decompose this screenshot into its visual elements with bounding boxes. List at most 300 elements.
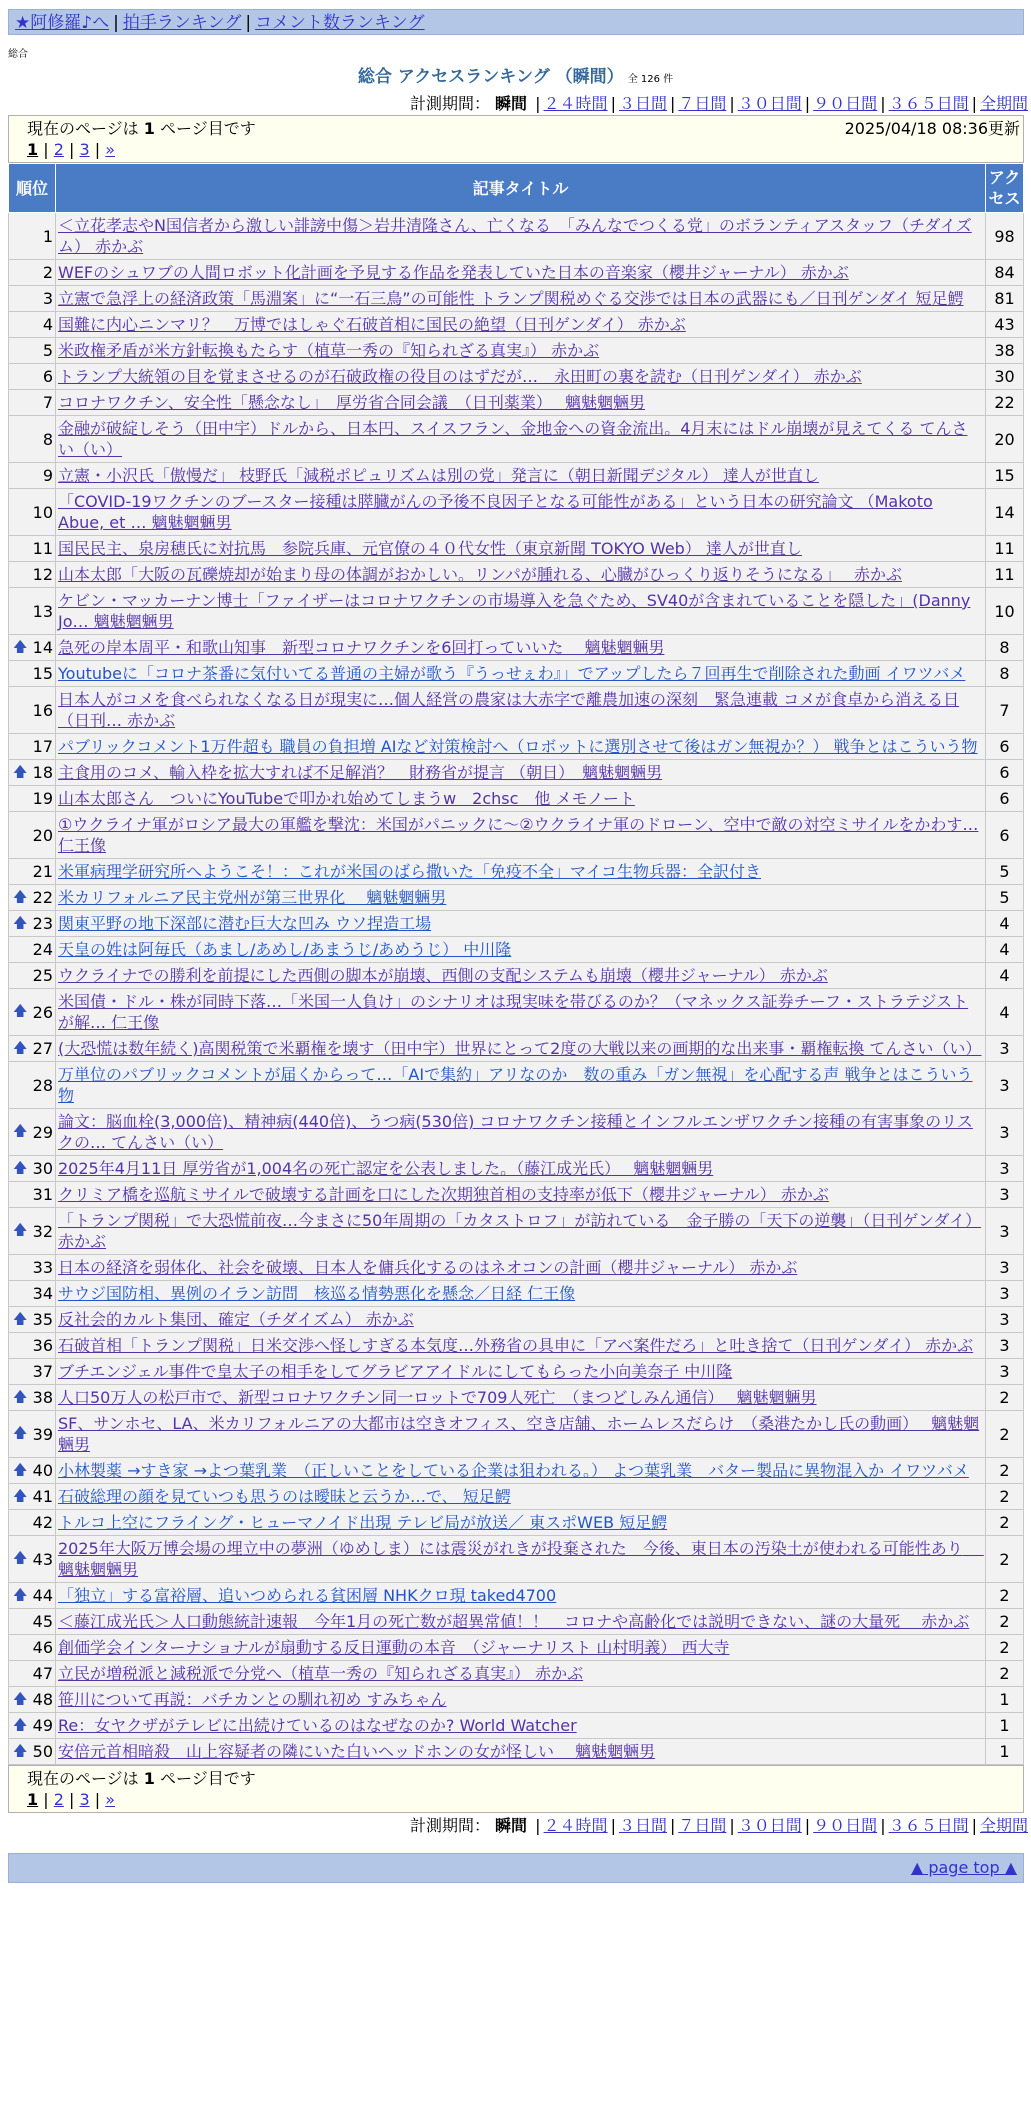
rank-number: 35 [32,1310,53,1329]
period-separator: | [880,1816,886,1835]
title-cell [56,1739,986,1765]
access-count: 3 [986,1182,1024,1208]
article-title-link[interactable]: 笹川について再説：バチカンとの馴れ初め すみちゃん [58,1690,447,1709]
rank-cell [9,1583,56,1609]
rank-cell [9,1739,56,1765]
article-title-link[interactable]: 天皇の姓は阿毎氏（あまし/あめし/あまうじ/あめうじ） 中川隆 [58,940,512,959]
rank-number: 48 [32,1690,53,1709]
article-title-link[interactable]: 立民が増税派と減税派で分党へ（植草一秀の『知られざる真実』） 赤かぶ [58,1664,584,1683]
article-title-link[interactable]: Re：女ヤクザがテレビに出続けているのはなぜなのか? World Watcher [58,1716,577,1735]
article-title-link[interactable]: 創価学会インターナショナルが扇動する反日運動の本音 （ジャーナリスト 山村明義） 西大寺 [58,1638,730,1657]
article-title-link[interactable]: コロナワクチン、安全性「懸念なし」 厚労省合同会議 （日刊薬業） 魑魅魍魎男 [58,393,646,412]
article-title-link[interactable]: SF、サンホセ、LA、米カリフォルニアの大都市は空きオフィス、空き店舗、ホームレスだらけ （桑港たかし氏の動画） 魑魅魍魎男 [58,1414,980,1454]
table-row [9,1458,1024,1484]
period-link[interactable]: ３日間 [618,94,667,113]
period-link[interactable]: ３０日間 [737,94,802,113]
table-row [9,1307,1024,1333]
article-title-link[interactable]: ①ウクライナ軍がロシア最大の軍艦を撃沈：米国がパニックに～②ウクライナ軍のドローン、空中で敵の対空ミサイルをかわす… 仁王像 [58,815,979,855]
rank-up-icon: 🡅 [13,1040,28,1056]
ranking-table [8,163,1024,1765]
title-cell [56,1411,986,1458]
table-row [9,1484,1024,1510]
table-row [9,687,1024,734]
article-title-link[interactable]: Youtubeに「コロナ茶番に気付いてる普通の主婦が歌う『うっせぇわ』」でアップしたら７回再生で削除された動画 イワツバメ [58,664,966,683]
access-count: 3 [986,1109,1024,1156]
rank-number: 10 [32,502,53,522]
page-link[interactable]: 3 [79,140,90,159]
rank-number: 21 [32,862,53,881]
access-count: 2 [986,1458,1024,1484]
access-count: 4 [986,989,1024,1036]
access-count: 3 [986,1036,1024,1062]
access-count: 11 [986,536,1024,562]
table-row [9,1583,1024,1609]
article-title-link[interactable]: クリミア橋を巡航ミサイルで破壊する計画を口にした次期独首相の支持率が低下（櫻井ジャーナル） 赤かぶ [58,1185,829,1204]
page-link[interactable]: 2 [53,140,64,159]
rank-cell [9,213,56,260]
rank-number: 28 [32,1075,53,1095]
period-current: 瞬間 [495,94,528,113]
article-title-link[interactable]: ＜藤江成光氏＞人口動態統計速報 今年1月の死亡数が超異常値！！ コロナや高齢化では説明できない、謎の大量死 赤かぶ [58,1612,970,1631]
rank-number: 32 [32,1221,53,1241]
rank-number: 23 [32,914,53,933]
rank-number: 4 [42,315,53,334]
access-count: 7 [986,687,1024,734]
table-row [9,760,1024,786]
rank-up-icon: 🡅 [13,1462,28,1478]
article-title-link[interactable]: 米政権矛盾が米方針転換もたらす（植草一秀の『知られざる真実』） 赤かぶ [58,341,600,360]
period-label: 計測期間： [409,94,490,113]
rank-up-icon: 🡅 [13,1691,28,1707]
rank-cell [9,1281,56,1307]
access-count: 5 [986,859,1024,885]
article-title-link[interactable]: 主食用のコメ、輸入枠を拡大すれば不足解消？ 財務省が提言 （朝日） 魑魅魍魎男 [58,763,663,782]
article-title-link[interactable]: 石破総理の顔を見ていつも思うのは曖昧と云うか…で、 短足鰐 [58,1487,511,1506]
title-cell [56,338,986,364]
table-row [9,416,1024,463]
rank-number: 39 [32,1424,53,1444]
title-cell [56,734,986,760]
table-row [9,812,1024,859]
rank-cell [9,687,56,734]
article-title-link[interactable]: ウクライナでの勝利を前提にした西側の脚本が崩壊、西側の支配システムも崩壊（櫻井ジャーナル） 赤かぶ [58,966,828,985]
current-page-text: 現在のページは 1 ページ目です [27,119,256,138]
rank-cell [9,463,56,489]
comment-ranking-link[interactable]: コメント数ランキング [255,13,425,33]
period-label: 計測期間： [409,1816,490,1835]
access-count: 3 [986,1359,1024,1385]
table-row [9,937,1024,963]
period-link[interactable]: ２４時間 [543,94,608,113]
access-count: 98 [986,213,1024,260]
rank-number: 44 [32,1586,53,1605]
access-count: 3 [986,1281,1024,1307]
rank-cell [9,1307,56,1333]
table-row [9,562,1024,588]
rank-number: 33 [32,1258,53,1277]
title-cell [56,1484,986,1510]
access-count: 2 [986,1635,1024,1661]
article-title-link[interactable]: トルコ上空にフライング・ヒューマノイド出現 テレビ局が放送／ 東スポWEB 短足鰐 [58,1513,668,1532]
table-row [9,390,1024,416]
period-separator: | [535,94,541,113]
table-row [9,463,1024,489]
table-row [9,1661,1024,1687]
pagination-bottom [8,1765,1024,1813]
table-row [9,1036,1024,1062]
access-count: 4 [986,937,1024,963]
header-access: アクセス [986,164,1024,213]
current-page-text: 現在のページは 1 ページ目です [27,1769,256,1788]
period-separator: | [610,1816,616,1835]
article-title-link[interactable]: 「COVID-19ワクチンのブースター接種は膵臓がんの予後不良因子となる可能性がある」という日本の研究論文 （Makoto Abue, et … 魑魅魍魎男 [58,492,933,532]
pagination-top [8,115,1024,163]
rank-cell [9,588,56,635]
article-title-link[interactable]: WEFのシュワブの人間ロボット化計画を予見する作品を発表していた日本の音楽家（櫻井ジャーナル） 赤かぶ [58,263,849,282]
title-cell [56,364,986,390]
page-top-link[interactable]: ▲ page top ▲ [910,1858,1017,1877]
category-label: 総合 [8,49,28,60]
title-cell [56,760,986,786]
table-row [9,1156,1024,1182]
title-cell [56,1333,986,1359]
rank-up-icon: 🡅 [13,1717,28,1733]
title-cell [56,286,986,312]
access-count: 3 [986,1156,1024,1182]
rank-number: 1 [42,226,53,246]
access-count: 3 [986,1333,1024,1359]
rank-up-icon: 🡅 [13,1311,28,1327]
article-title-link[interactable]: トランプ大統領の目を覚まさせるのが石破政権の役目のはずだが… 永田町の裏を読む（日刊ゲンダイ） 赤かぶ [58,367,862,386]
article-title-link[interactable]: パブリックコメント1万件超も 職員の負担増 AIなど対策検討へ（ロボットに選別させて後はガン無視か？） 戦争とはこういう物 [58,737,978,756]
rank-cell [9,1255,56,1281]
table-row [9,260,1024,286]
access-count: 11 [986,562,1024,588]
page-link[interactable]: 2 [53,1790,64,1809]
article-title-link[interactable]: 米軍病理学研究所へようこそ！：これが米国のばら撒いた「免疫不全」マイコ生物兵器：全訳付き [58,862,762,881]
period-separator: | [610,94,616,113]
rank-cell [9,937,56,963]
rank-up-icon: 🡅 [13,1550,28,1567]
access-count: 1 [986,1713,1024,1739]
rank-cell [9,1713,56,1739]
period-link[interactable]: ３６５日間 [888,94,969,113]
access-count: 20 [986,416,1024,463]
access-count: 5 [986,885,1024,911]
rank-cell [9,1609,56,1635]
page-separator: | [89,140,106,159]
access-count: 1 [986,1739,1024,1765]
rank-up-icon: 🡅 [13,764,28,780]
period-separator: | [669,1816,676,1835]
rank-cell [9,661,56,687]
period-separator: | [880,94,886,113]
access-count: 6 [986,734,1024,760]
page-link[interactable]: 1 [27,1790,39,1809]
rank-cell [9,1411,56,1458]
table-row [9,1109,1024,1156]
article-title-link[interactable]: 急死の岸本周平・和歌山知事 新型コロナワクチンを6回打っていいた 魑魅魍魎男 [58,638,665,657]
rank-number: 14 [32,638,53,657]
title-cell [56,463,986,489]
article-title-link[interactable]: サウジ国防相、異例のイラン訪問 核巡る情勢悪化を懸念／日経 仁王像 [58,1284,576,1303]
title-cell [56,687,986,734]
table-row [9,364,1024,390]
table-row [9,635,1024,661]
rank-up-icon: 🡅 [13,1587,28,1603]
rank-cell [9,338,56,364]
page-link[interactable]: 1 [27,140,39,159]
period-link[interactable]: ９０日間 [813,94,878,113]
title-cell [56,416,986,463]
table-row [9,911,1024,937]
title-cell [56,937,986,963]
article-title-link[interactable]: 「独立」する富裕層、追いつめられる貧困層 NHKクロ現 taked4700 [58,1586,557,1605]
article-title-link[interactable]: ケビン・マッカーナン博士「ファイザーはコロナワクチンの市場導入を急ぐため、SV40が含まれていることを隠した」(Danny Jo… 魑魅魍魎男 [58,591,971,631]
rank-cell [9,1062,56,1109]
title-cell [56,1062,986,1109]
table-row [9,1182,1024,1208]
bottom-bar [8,1853,1024,1883]
period-selector-top [0,93,1028,115]
period-link[interactable]: ３６５日間 [888,1816,969,1835]
home-link[interactable]: ★阿修羅♪へ [15,13,110,33]
article-title-link[interactable]: 「トランプ関税」で大恐慌前夜…今まさに50年周期の「カタストロフ」が訪れている 金子勝の「天下の逆襲」（日刊ゲンダイ） 赤かぶ [58,1211,982,1251]
updated-time: 2025/04/18 08:36更新 [844,119,1020,138]
table-row [9,1359,1024,1385]
rank-up-icon: 🡅 [13,889,28,905]
period-separator: | [804,1816,811,1835]
table-row [9,963,1024,989]
access-count: 15 [986,463,1024,489]
access-count: 2 [986,1661,1024,1687]
access-count: 4 [986,911,1024,937]
rank-up-icon: 🡅 [13,1425,28,1442]
table-row [9,286,1024,312]
rank-cell [9,1661,56,1687]
article-title-link[interactable]: 日本の経済を弱体化、社会を破壊、日本人を傭兵化するのはネオコンの計画（櫻井ジャーナル） 赤かぶ [58,1258,798,1277]
period-link[interactable]: ７日間 [678,1816,727,1835]
article-title-link[interactable]: 金融が破綻しそう（田中宇）ドルから、日本円、スイスフラン、金地金への資金流出。4月末にはドル崩壊が見えてくる てんさい（い） [58,419,968,459]
access-count: 22 [986,390,1024,416]
period-link[interactable]: ３０日間 [737,1816,802,1835]
period-separator: | [729,1816,735,1835]
table-row [9,213,1024,260]
table-row [9,1281,1024,1307]
title-cell [56,1281,986,1307]
header-title: 記事タイトル [56,164,986,213]
article-title-link[interactable]: 関東平野の地下深部に潜む巨大な凹み ウソ捏造工場 [58,914,432,933]
article-title-link[interactable]: 山本太郎「大阪の瓦礫焼却が始まり母の体調がおかしい。リンパが腫れる、心臓がひっくり返りそうになる」 赤かぶ [58,565,902,584]
rank-number: 15 [32,664,53,683]
rank-number: 13 [32,601,53,621]
rank-up-icon: 🡅 [13,1222,28,1239]
period-separator: | [971,1816,977,1835]
period-link[interactable]: ９０日間 [813,1816,878,1835]
rank-cell [9,1385,56,1411]
period-link[interactable]: 全期間 [979,1816,1028,1835]
article-title-link[interactable]: 立憲で急浮上の経済政策「馬淵案」に“一石三鳥”の可能性 トランプ関税めぐる交渉では日本の武器にも／日刊ゲンダイ 短足鰐 [58,289,964,308]
period-selector-bottom [0,1815,1028,1837]
title-cell [56,588,986,635]
nav-separator: | [245,13,252,33]
rank-cell [9,635,56,661]
access-count: 6 [986,812,1024,859]
article-title-link[interactable]: 米カリフォルニア民主党州が第三世界化 魑魅魍魎男 [58,888,447,907]
table-row [9,1510,1024,1536]
title-cell [56,1713,986,1739]
article-title-link[interactable]: 国民民主、泉房穂氏に対抗馬 参院兵庫、元官僚の４０代女性（東京新聞 TOKYO Web） 達人が世直し [58,539,802,558]
page-links [27,1789,1020,1810]
page-links [27,139,1020,160]
rank-number: 12 [32,565,53,584]
rank-number: 22 [32,888,53,907]
table-row [9,1385,1024,1411]
title-cell [56,1536,986,1583]
title-cell [56,1583,986,1609]
access-count: 2 [986,1609,1024,1635]
article-title-link[interactable]: ブチエンジェル事件で皇太子の相手をしてグラビアアイドルにしてもらった小向美奈子 中川隆 [58,1362,733,1381]
next-page-link[interactable]: » [105,140,115,159]
article-title-link[interactable]: 人口50万人の松戸市で、新型コロナワクチン同一ロットで709人死亡 （まつどしみん通信） 魑魅魍魎男 [58,1388,817,1407]
access-count: 38 [986,338,1024,364]
rank-number: 41 [32,1487,53,1506]
rank-number: 43 [32,1549,53,1569]
rank-cell [9,812,56,859]
article-title-link[interactable]: 日本人がコメを食べられなくなる日が現実に…個人経営の農家は大赤字で離農加速の深刻 緊急連載 コメが食卓から消える日（日刊… 赤かぶ [58,690,960,730]
table-row [9,1739,1024,1765]
article-title-link[interactable]: 2025年4月11日 厚労省が1,004名の死亡認定を公表しました。（藤江成光氏） 魑魅魍魎男 [58,1159,714,1178]
article-title-link[interactable]: 立憲・小沢氏「傲慢だ」 枝野氏「減税ポピュリズムは別の党」発言に（朝日新聞デジタル） 達人が世直し [58,466,819,485]
rank-cell [9,760,56,786]
table-row [9,312,1024,338]
table-row [9,1411,1024,1458]
rank-cell [9,1156,56,1182]
title-cell [56,1359,986,1385]
access-count: 2 [986,1583,1024,1609]
title-cell [56,1109,986,1156]
page-link[interactable]: 3 [79,1790,90,1809]
article-title-link[interactable]: 米国債・ドル・株が同時下落…「米国一人負け」のシナリオは現実味を帯びるのか？（マネックス証券チーフ・ストラテジストが解… 仁王像 [58,992,969,1032]
table-row [9,859,1024,885]
article-title-link[interactable]: 国難に内心ニンマリ？ 万博ではしゃぐ石破首相に国民の絶望（日刊ゲンダイ） 赤かぶ [58,315,686,334]
article-title-link[interactable]: 論文：脳血栓(3,000倍)、精神病(440倍)、うつ病(530倍) コロナワクチン接種とインフルエンザワクチン接種の有害事象のリスクの… てんさい（い） [58,1112,973,1152]
header-rank: 順位 [9,164,56,213]
page-title [0,66,1031,91]
table-row [9,1333,1024,1359]
title-cell [56,1156,986,1182]
table-row [9,1713,1024,1739]
rank-number: 45 [32,1612,53,1631]
rank-number: 20 [32,825,53,845]
rank-number: 37 [32,1362,53,1381]
rank-up-icon: 🡅 [13,1389,28,1405]
rank-up-icon: 🡅 [13,915,28,931]
article-title-link[interactable]: 反社会的カルト集団、確定（チダイズム） 赤かぶ [58,1310,414,1329]
access-count: 10 [986,588,1024,635]
title-cell [56,536,986,562]
rank-number: 17 [32,737,53,756]
title-cell [56,859,986,885]
article-title-link[interactable]: (大恐慌は数年続く)高関税策で米覇権を壊す（田中宇）世界にとって2度の大戦以来の画期的な出来事・覇権転換 てんさい（い） [58,1039,982,1058]
rank-number: 25 [32,966,53,985]
article-title-link[interactable]: 山本太郎さん ついにYouTubeで叩かれ始めてしまうw 2chsc 他 メモノート [58,789,635,808]
rank-cell [9,1036,56,1062]
rank-cell [9,364,56,390]
table-row [9,1255,1024,1281]
page-separator: | [63,1790,80,1809]
rank-cell [9,260,56,286]
article-title-link[interactable]: ＜立花孝志やN国信者から激しい誹謗中傷＞岩井清隆さん、亡くなる 「みんなでつくる党」のボランティアスタッフ（チダイズム） 赤かぶ [58,216,972,256]
access-count: 81 [986,286,1024,312]
access-count: 4 [986,963,1024,989]
period-link[interactable]: ７日間 [678,94,727,113]
rank-number: 8 [42,429,53,449]
next-page-link[interactable]: » [105,1790,115,1809]
title-cell [56,1635,986,1661]
rank-number: 11 [32,539,53,558]
rank-cell [9,1333,56,1359]
rank-number: 29 [32,1122,53,1142]
rank-up-icon: 🡅 [13,639,28,655]
title-cell [56,1458,986,1484]
rank-number: 9 [42,466,53,485]
rank-number: 27 [32,1039,53,1058]
top-nav-bar [8,9,1024,35]
article-title-link[interactable]: 万単位のパブリックコメントが届くからって…「AIで集約」アリなのか 数の重み「ガン無視」を心配する声 戦争とはこういう物 [58,1065,973,1105]
clap-ranking-link[interactable]: 拍手ランキング [122,13,242,33]
rank-cell [9,286,56,312]
access-count: 84 [986,260,1024,286]
title-cell [56,1510,986,1536]
period-link[interactable]: ３日間 [618,1816,667,1835]
access-count: 6 [986,786,1024,812]
access-count: 8 [986,635,1024,661]
rank-number: 16 [32,700,53,720]
access-count: 3 [986,1062,1024,1109]
access-count: 2 [986,1536,1024,1583]
title-cell [56,1255,986,1281]
rank-cell [9,1458,56,1484]
page-separator: | [38,140,54,159]
rank-up-icon: 🡅 [13,1160,28,1176]
title-cell [56,812,986,859]
rank-cell [9,859,56,885]
title-cell [56,661,986,687]
rank-cell [9,1687,56,1713]
page-separator: | [38,1790,54,1809]
article-title-link[interactable]: 石破首相「トランプ関税」日米交渉へ怪しすぎる本気度…外務省の具申に「アベ案件だろ」と吐き捨て（日刊ゲンダイ） 赤かぶ [58,1336,974,1355]
article-title-link[interactable]: 安倍元首相暗殺 山上容疑者の隣にいた白いヘッドホンの女が怪しい 魑魅魍魎男 [58,1742,656,1761]
title-cell [56,213,986,260]
period-current: 瞬間 [495,1816,528,1835]
rank-cell [9,489,56,536]
period-link[interactable]: ２４時間 [543,1816,608,1835]
title-cell [56,390,986,416]
period-link[interactable]: 全期間 [979,94,1028,113]
access-count: 8 [986,661,1024,687]
article-title-link[interactable]: 小林製薬 →すき家 →よつ葉乳業 （正しいことをしている企業は狙われる。） よつ葉乳業 バター製品に異物混入か イワツバメ [58,1461,969,1480]
title-cell [56,260,986,286]
table-row [9,885,1024,911]
rank-cell [9,1208,56,1255]
table-row [9,786,1024,812]
rank-number: 6 [42,367,53,386]
article-title-link[interactable]: 2025年大阪万博会場の埋立中の夢洲（ゆめしま）には震災がれきが投棄された 今後、東日本の汚染土が使われる可能性あり 魑魅魍魎男 [58,1539,984,1579]
access-count: 3 [986,1307,1024,1333]
title-cell [56,1661,986,1687]
rank-number: 2 [42,263,53,282]
